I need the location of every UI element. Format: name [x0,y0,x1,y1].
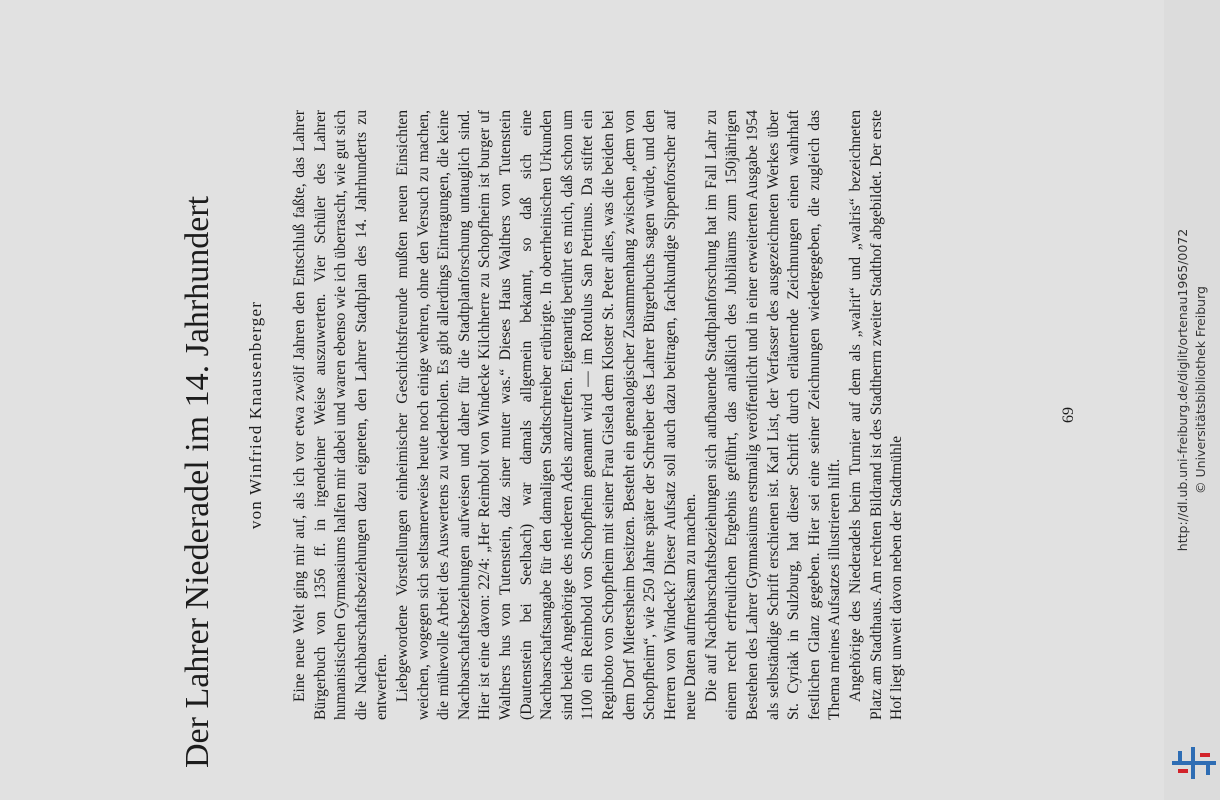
source-url-link[interactable]: http://dl.ub.uni-freiburg.de/diglit/ortenau1965/0072 [1175,228,1190,552]
article-author: von Winfried Knausenberger [246,300,265,530]
source-sidebar [1174,10,1214,770]
rotated-page-content [150,50,1077,780]
paragraph: Eine neue Welt ging mir auf, als ich vor etwa zwölf Jahren den Entschluß faßte, das Lahrer Bürgerbuch von 1356 ff. in irgendeiner Weise auszuwerten. Vier Schüler des Lahrer humanistischen Gymnasiums halfen mir dabei und waren ebenso wie ich überrascht, wie gut sich die Nachbarschaftsbeziehungen dazu eigneten, den Lahrer Stadtplan des 14. Jahrhunderts zu entwerfen. [291,110,391,720]
copyright-notice: © Universitätsbibliothek Freiburg [1193,286,1208,494]
article-title: Der Lahrer Niederadel im 14. Jahrhundert [179,195,216,768]
page-number: 69 [1060,407,1077,423]
paragraph: Angehörige des Niederadels beim Turnier auf dem als „walrit“ und „walris“ bezeichneten Platz am Stadthaus. Am rechten Bildrand ist des Stadtherrn zweiter Stadthof abgebildet. Der erste Hof liegt unweit davon neben der Stadtmühle [847,110,906,720]
article-body [290,110,1050,720]
paragraph: Liebgewordene Vorstellungen einheimischer Geschichtsfreunde mußten neuen Einsichten weichen, wogegen sich seltsamerweise heute noch einige wehren, ohne den Versuch zu machen, die mühevolle Arbeit des Auswertens zu wiederholen. Es gibt allerdings Eintragungen, die keine Nachbarschaftsbeziehungen aufweisen und daher für die Stadtplanforschung untauglich sind. Hier ist eine davon: 22/4: „Her Reimbolt von Windecke Kilchherre zu Schopfheim ist burger uf Walthers hus von Tutenstein, daz siner muter was.“ Dieses Haus Walthers von Tutenstein (Dautenstein bei Seelbach) war damals allgemein bekannt, so daß sich eine Nachbarschaftsangabe für den damaligen Stadtschreiber erübrigte. In oberrheinischen Urkunden sind beide Angehörige des niederen Adels anzutreffen. Eigenartig berührt es mich, daß schon um 1100 ein Reimbold von Schopfheim genannt wird — im Rotulus San Petrinus. Da stiftet ein Reginboto von Schopfheim mit seiner Frau Gisela dem Kloster St. Peter alles, was die beiden bei dem Dorf Mietersheim besitzen. Besteht ein genealogischer Zusammenhang zwischen „dem von Schopfheim“, wie 250 Jahre später der Schreiber des Lahrer Bürgerbuchs sagen würde, und den Herren von Windeck? Dieser Aufsatz soll auch dazu beitragen, fachkundige Sippenforscher auf neue Daten aufmerksam zu machen. [393,110,700,720]
paragraph: Die auf Nachbarschaftsbeziehungen sich aufbauende Stadtplanforschung hat im Fall Lahr zu einem recht erfreulichen Ergebnis geführt, das anläßlich des Jubiläums zum 150jährigen Bestehen des Lahrer Gymnasiums erstmalig veröffentlicht und in einer erweiterten Ausgabe 1954 als selbständige Schrift erschienen ist. Karl List, der Verfasser des ausgezeichneten Werkes über St. Cyriak in Sulzburg, hat dieser Schrift durch erläuternde Zeichnungen einen wahrhaft festlichen Glanz gegeben. Hier sei eine seiner Zeichnungen wiedergegeben, die zugleich das Thema meines Aufsatzes illustrieren hilft. [702,110,844,720]
library-logo-icon [1170,745,1218,781]
